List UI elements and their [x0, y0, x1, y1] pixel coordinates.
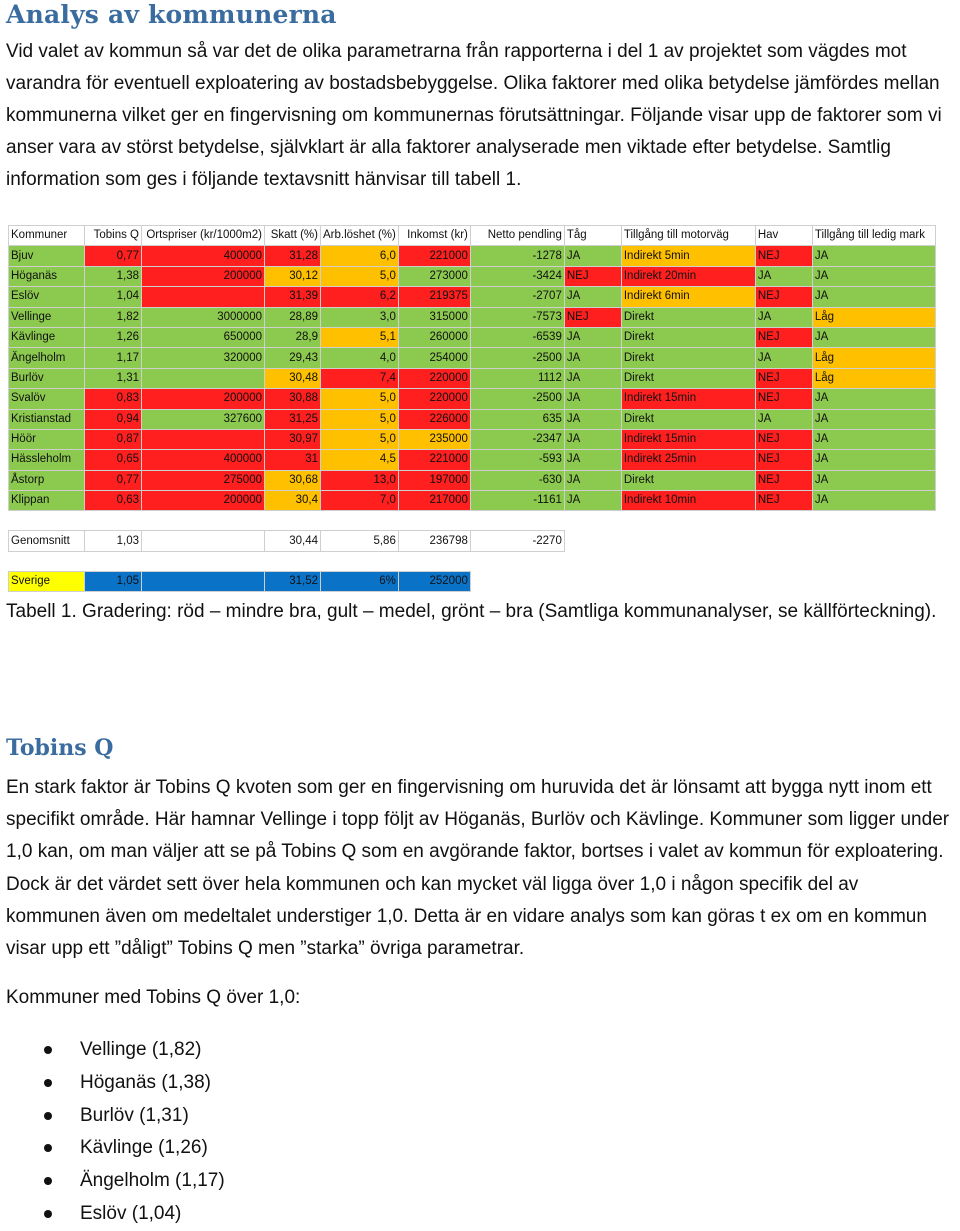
table-cell: Direkt: [621, 307, 755, 327]
table-cell: NEJ: [755, 327, 812, 347]
table-cell: -593: [470, 450, 564, 470]
table-cell: JA: [812, 389, 935, 409]
table-cell: [812, 571, 935, 591]
table-spacer: [9, 511, 936, 531]
table-cell: JA: [812, 327, 935, 347]
table-cell: Tåg: [564, 226, 621, 246]
table-cell: Direkt: [621, 409, 755, 429]
table-cell: Indirekt 5min: [621, 246, 755, 266]
table-cell: Tobins Q: [85, 226, 142, 246]
list-item: Höganäs (1,38): [0, 1067, 225, 1100]
table-cell: JA: [564, 348, 621, 368]
table-cell: NEJ: [755, 287, 812, 307]
table-cell: [755, 571, 812, 591]
table-cell: 0,94: [85, 409, 142, 429]
table-cell: -2707: [470, 287, 564, 307]
bullet-icon: [44, 1046, 52, 1054]
table-cell: 327600: [142, 409, 265, 429]
table-cell: Indirekt 6min: [621, 287, 755, 307]
table-cell: 197000: [398, 470, 470, 490]
table-cell: JA: [755, 266, 812, 286]
table-cell: 28,89: [265, 307, 321, 327]
table-cell: Indirekt 15min: [621, 389, 755, 409]
table-cell: 200000: [142, 389, 265, 409]
section-paragraph: En stark faktor är Tobins Q kvoten som ger en fingervisning om huruvida det är lönsamt att bygga nytt inom ett specifikt område. Här hamnar Vellinge i topp följt av Höganäs, Burlöv och Kävlinge. Kommuner som ligger under 1,0 kan, om man väljer att se på Tobins Q som en avgörande faktor, bortses i valet av kommun för exploatering. Dock är det värdet sett över hela kommunen och kan mycket väl ligga över 1,0 i någon specifik del av kommunen även om medeltalet understiger 1,0. Detta är en vidare analys som kan göras t ex om en kommun visar upp ett ”dåligt” Tobins Q men ”starka” övriga parametrar.: [6, 777, 950, 960]
table-cell: Indirekt 10min: [621, 491, 755, 511]
table-row: [9, 266, 936, 286]
table-cell: Inkomst (kr): [398, 226, 470, 246]
table-cell: 1,31: [85, 368, 142, 388]
table-cell: 1,04: [85, 287, 142, 307]
table-cell: -2270: [470, 531, 564, 551]
table-cell: JA: [755, 409, 812, 429]
table-cell: Tillgång till ledig mark: [812, 226, 935, 246]
table-cell: Arb.löshet (%): [321, 226, 399, 246]
table-cell: 4,0: [321, 348, 399, 368]
table-cell: 0,63: [85, 491, 142, 511]
table-cell: Indirekt 15min: [621, 429, 755, 449]
table-cell: -1278: [470, 246, 564, 266]
table-cell: 5,86: [321, 531, 399, 551]
table-sweden-row: [9, 571, 936, 591]
list-intro: Kommuner med Tobins Q över 1,0:: [6, 987, 301, 1008]
table-cell: JA: [564, 409, 621, 429]
table-row: [9, 409, 936, 429]
table-cell: 1,38: [85, 266, 142, 286]
table-cell: JA: [755, 348, 812, 368]
table-cell: JA: [812, 266, 935, 286]
table-cell: Sverige: [9, 571, 85, 591]
table-cell: Kävlinge: [9, 327, 85, 347]
table-cell: 226000: [398, 409, 470, 429]
table-cell: JA: [564, 287, 621, 307]
table-cell: [564, 571, 621, 591]
table-cell: 3,0: [321, 307, 399, 327]
table-cell: 31,25: [265, 409, 321, 429]
table-cell: JA: [755, 307, 812, 327]
table-cell: -2500: [470, 389, 564, 409]
table-cell: Burlöv: [9, 368, 85, 388]
table-cell: [470, 571, 564, 591]
table-row: [9, 470, 936, 490]
table-cell: JA: [812, 409, 935, 429]
table-cell: [142, 531, 265, 551]
table-cell: 7,0: [321, 491, 399, 511]
table-row: [9, 307, 936, 327]
table-cell: Bjuv: [9, 246, 85, 266]
table-cell: -6539: [470, 327, 564, 347]
table-cell: 5,0: [321, 409, 399, 429]
table-cell: [621, 531, 755, 551]
list-item: Vellinge (1,82): [0, 1034, 225, 1067]
table-cell: 30,48: [265, 368, 321, 388]
table-row: [9, 491, 936, 511]
table-cell: 13,0: [321, 470, 399, 490]
table-cell: 236798: [398, 531, 470, 551]
table-average-row: [9, 531, 936, 551]
table-cell: 3000000: [142, 307, 265, 327]
table-cell: 31: [265, 450, 321, 470]
table-cell: JA: [564, 450, 621, 470]
table-cell: 1,26: [85, 327, 142, 347]
table-cell: 254000: [398, 348, 470, 368]
table-cell: -7573: [470, 307, 564, 327]
table-cell: 635: [470, 409, 564, 429]
table-cell: JA: [564, 389, 621, 409]
table-cell: 7,4: [321, 368, 399, 388]
table-cell: 30,4: [265, 491, 321, 511]
table-cell: 0,65: [85, 450, 142, 470]
table-row: [9, 287, 936, 307]
table-caption: Tabell 1. Gradering: röd – mindre bra, gult – medel, grönt – bra (Samtliga kommunanalyser, se källförteckning).: [6, 601, 937, 622]
table-cell: JA: [812, 429, 935, 449]
table-cell: 1,17: [85, 348, 142, 368]
table-cell: Kommuner: [9, 226, 85, 246]
table-cell: Direkt: [621, 368, 755, 388]
table-row: [9, 450, 936, 470]
table-row: [9, 429, 936, 449]
table-cell: 29,43: [265, 348, 321, 368]
table-cell: JA: [564, 246, 621, 266]
table-cell: 320000: [142, 348, 265, 368]
table-cell: 235000: [398, 429, 470, 449]
table-cell: Vellinge: [9, 307, 85, 327]
table-cell: NEJ: [755, 450, 812, 470]
table-cell: 400000: [142, 450, 265, 470]
table-cell: Låg: [812, 368, 935, 388]
table-cell: NEJ: [755, 470, 812, 490]
table-cell: Hav: [755, 226, 812, 246]
table-cell: 5,0: [321, 429, 399, 449]
table-cell: 220000: [398, 368, 470, 388]
list-item: Burlöv (1,31): [0, 1100, 225, 1133]
table-cell: 221000: [398, 246, 470, 266]
table-cell: 30,12: [265, 266, 321, 286]
table-cell: 0,87: [85, 429, 142, 449]
table-cell: 0,83: [85, 389, 142, 409]
table-cell: Svalöv: [9, 389, 85, 409]
municipality-list: [0, 1034, 225, 1231]
table-cell: NEJ: [564, 266, 621, 286]
table-cell: Ängelholm: [9, 348, 85, 368]
table-cell: 217000: [398, 491, 470, 511]
table-cell: NEJ: [564, 307, 621, 327]
table-cell: Åstorp: [9, 470, 85, 490]
table-cell: NEJ: [755, 491, 812, 511]
table-cell: 28,9: [265, 327, 321, 347]
table-cell: Direkt: [621, 327, 755, 347]
table-cell: Indirekt 25min: [621, 450, 755, 470]
table-cell: 0,77: [85, 246, 142, 266]
list-item: Ängelholm (1,17): [0, 1165, 225, 1198]
table-cell: 6,2: [321, 287, 399, 307]
table-cell: 220000: [398, 389, 470, 409]
table-cell: JA: [812, 450, 935, 470]
table-row: [9, 348, 936, 368]
table-spacer: [9, 551, 936, 571]
table-cell: 4,5: [321, 450, 399, 470]
table-cell: Tillgång till motorväg: [621, 226, 755, 246]
table-cell: 1112: [470, 368, 564, 388]
table-row: [9, 368, 936, 388]
section-heading: Tobins Q: [6, 735, 114, 761]
table-cell: 200000: [142, 266, 265, 286]
table-cell: -2500: [470, 348, 564, 368]
table-cell: 252000: [398, 571, 470, 591]
table-row: [9, 327, 936, 347]
table-cell: 1,82: [85, 307, 142, 327]
table-cell: JA: [564, 429, 621, 449]
table-cell: Kristianstad: [9, 409, 85, 429]
table-cell: JA: [812, 491, 935, 511]
table-cell: Skatt (%): [265, 226, 321, 246]
table-cell: Höör: [9, 429, 85, 449]
table-cell: JA: [564, 368, 621, 388]
table-cell: [755, 531, 812, 551]
table-cell: [812, 531, 935, 551]
table-cell: 6,0: [321, 246, 399, 266]
table-row: [9, 246, 936, 266]
table-cell: Låg: [812, 307, 935, 327]
table-cell: 30,88: [265, 389, 321, 409]
table-cell: 30,44: [265, 531, 321, 551]
table-cell: Direkt: [621, 470, 755, 490]
list-item: Kävlinge (1,26): [0, 1132, 225, 1165]
table-cell: Indirekt 20min: [621, 266, 755, 286]
table-cell: 315000: [398, 307, 470, 327]
table-cell: 650000: [142, 327, 265, 347]
table-cell: NEJ: [755, 368, 812, 388]
table-cell: [564, 531, 621, 551]
table-row: [9, 389, 936, 409]
bullet-icon: [44, 1112, 52, 1120]
table-cell: JA: [812, 287, 935, 307]
table-cell: 30,97: [265, 429, 321, 449]
table-cell: JA: [812, 246, 935, 266]
table-cell: [142, 571, 265, 591]
table-cell: Direkt: [621, 348, 755, 368]
bullet-icon: [44, 1177, 52, 1185]
table-cell: 400000: [142, 246, 265, 266]
table-cell: NEJ: [755, 389, 812, 409]
table-cell: 1,03: [85, 531, 142, 551]
table-cell: -2347: [470, 429, 564, 449]
table-cell: [142, 287, 265, 307]
table-cell: Ortspriser (kr/1000m2): [142, 226, 265, 246]
table-cell: 31,28: [265, 246, 321, 266]
bullet-icon: [44, 1079, 52, 1087]
table-cell: Eslöv: [9, 287, 85, 307]
table-cell: 31,52: [265, 571, 321, 591]
table-cell: 0,77: [85, 470, 142, 490]
table-cell: 221000: [398, 450, 470, 470]
table-cell: 275000: [142, 470, 265, 490]
table-cell: NEJ: [755, 246, 812, 266]
table-cell: Klippan: [9, 491, 85, 511]
table-cell: Hässleholm: [9, 450, 85, 470]
bullet-icon: [44, 1144, 52, 1152]
table-cell: [142, 429, 265, 449]
list-item: Eslöv (1,04): [0, 1198, 225, 1231]
intro-paragraph: Vid valet av kommun så var det de olika parametrarna från rapporterna i del 1 av projektet som vägdes mot varandra för eventuell exploatering av bostadsbebyggelse. Olika faktorer med olika betydelse jämfördes mellan kommunerna vilket ger en fingervisning om kommunernas förutsättningar. Följande visar upp de faktorer som vi anser vara av störst betydelse, självklart är alla faktorer analyserade men viktade efter betydelse. Samtlig information som ges i följande textavsnitt hänvisar till tabell 1.: [6, 41, 942, 190]
table-cell: 5,0: [321, 266, 399, 286]
table-cell: JA: [564, 470, 621, 490]
table-cell: 5,0: [321, 389, 399, 409]
table-cell: 273000: [398, 266, 470, 286]
table-cell: [621, 571, 755, 591]
table-cell: 219375: [398, 287, 470, 307]
table-cell: 200000: [142, 491, 265, 511]
municipality-table: [8, 225, 936, 592]
table-cell: -630: [470, 470, 564, 490]
table-cell: 6%: [321, 571, 399, 591]
page-title: Analys av kommunerna: [6, 0, 337, 29]
table-cell: JA: [564, 491, 621, 511]
table-cell: -1161: [470, 491, 564, 511]
table-cell: 260000: [398, 327, 470, 347]
table-cell: Genomsnitt: [9, 531, 85, 551]
table-cell: 1,05: [85, 571, 142, 591]
table-cell: 5,1: [321, 327, 399, 347]
table-cell: NEJ: [755, 429, 812, 449]
table-cell: Höganäs: [9, 266, 85, 286]
table-header-row: [9, 226, 936, 246]
table-cell: JA: [564, 327, 621, 347]
bullet-icon: [44, 1210, 52, 1218]
table-cell: Låg: [812, 348, 935, 368]
table-cell: -3424: [470, 266, 564, 286]
table-cell: JA: [812, 470, 935, 490]
table-cell: [142, 368, 265, 388]
table-cell: 31,39: [265, 287, 321, 307]
table-cell: Netto pendling: [470, 226, 564, 246]
table-cell: 30,68: [265, 470, 321, 490]
